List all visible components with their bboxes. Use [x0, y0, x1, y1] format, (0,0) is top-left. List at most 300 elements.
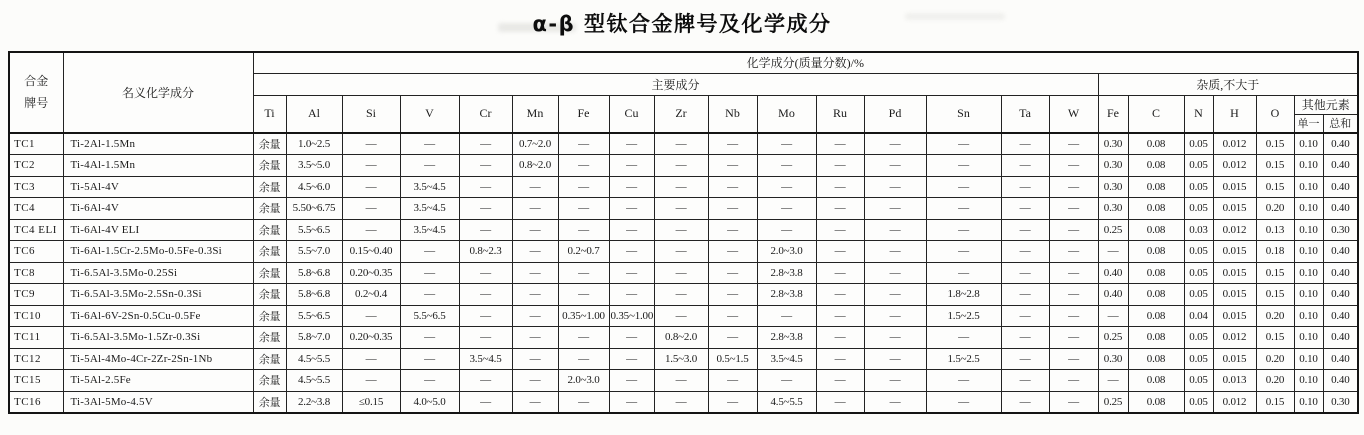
cell-value: 0.15~0.40: [342, 241, 400, 263]
cell-value: 0.08: [1128, 348, 1184, 370]
header-main-element-zr: Zr: [654, 95, 708, 133]
cell-value: 3.5~4.5: [400, 198, 459, 220]
cell-value: —: [459, 262, 512, 284]
cell-grade: TC9: [9, 284, 63, 306]
header-main-element-sn: Sn: [926, 95, 1001, 133]
cell-value: 0.10: [1294, 348, 1323, 370]
cell-value: —: [459, 305, 512, 327]
cell-value: —: [1098, 305, 1128, 327]
header-alloy-grade: 合金牌号: [9, 52, 63, 133]
cell-value: 0.15: [1256, 262, 1294, 284]
cell-value: 0.08: [1128, 241, 1184, 263]
cell-value: 4.5~6.0: [286, 176, 342, 198]
cell-value: 0.04: [1184, 305, 1213, 327]
table-row: [9, 348, 1358, 370]
cell-value: 0.7~2.0: [512, 133, 558, 155]
cell-value: —: [757, 133, 816, 155]
cell-value: —: [926, 219, 1001, 241]
cell-value: 0.05: [1184, 176, 1213, 198]
cell-value: 0.40: [1323, 262, 1358, 284]
cell-value: 余量: [253, 155, 286, 177]
cell-value: 4.5~5.5: [757, 391, 816, 413]
header-main-element-cu: Cu: [609, 95, 654, 133]
cell-value: 0.20~0.35: [342, 262, 400, 284]
cell-value: —: [1049, 176, 1098, 198]
cell-value: —: [342, 370, 400, 392]
cell-value: —: [400, 370, 459, 392]
table-row: [9, 219, 1358, 241]
header-main-element-v: V: [400, 95, 459, 133]
cell-value: —: [1001, 262, 1049, 284]
cell-value: 0.015: [1213, 284, 1256, 306]
cell-value: —: [1001, 133, 1049, 155]
cell-value: —: [512, 262, 558, 284]
cell-value: —: [864, 284, 926, 306]
cell-value: 0.08: [1128, 391, 1184, 413]
cell-value: —: [926, 155, 1001, 177]
cell-value: 5.50~6.75: [286, 198, 342, 220]
cell-value: —: [1049, 241, 1098, 263]
cell-value: —: [816, 241, 864, 263]
cell-value: 0.40: [1323, 370, 1358, 392]
cell-value: —: [654, 219, 708, 241]
cell-value: —: [864, 198, 926, 220]
cell-value: 4.5~5.5: [286, 348, 342, 370]
cell-value: —: [654, 262, 708, 284]
cell-value: 0.10: [1294, 391, 1323, 413]
header-main-element-si: Si: [342, 95, 400, 133]
cell-value: —: [609, 155, 654, 177]
cell-value: 5.8~6.8: [286, 284, 342, 306]
cell-value: —: [708, 305, 757, 327]
cell-grade: TC8: [9, 262, 63, 284]
cell-value: —: [609, 348, 654, 370]
cell-value: 0.30: [1323, 219, 1358, 241]
cell-value: 余量: [253, 176, 286, 198]
cell-value: 0.015: [1213, 241, 1256, 263]
header-main-element-cr: Cr: [459, 95, 512, 133]
cell-value: 0.40: [1323, 176, 1358, 198]
cell-value: 0.08: [1128, 284, 1184, 306]
cell-value: —: [1001, 327, 1049, 349]
cell-value: 5.5~6.5: [400, 305, 459, 327]
cell-value: 0.30: [1098, 176, 1128, 198]
cell-value: —: [609, 262, 654, 284]
cell-value: 余量: [253, 348, 286, 370]
cell-value: —: [926, 176, 1001, 198]
cell-value: 余量: [253, 133, 286, 155]
header-impurity-element-h: H: [1213, 95, 1256, 133]
cell-value: 0.10: [1294, 198, 1323, 220]
cell-value: —: [864, 305, 926, 327]
cell-value: —: [926, 198, 1001, 220]
cell-value: 0.012: [1213, 327, 1256, 349]
cell-value: —: [1001, 391, 1049, 413]
cell-value: 0.30: [1098, 133, 1128, 155]
cell-value: 余量: [253, 327, 286, 349]
cell-value: 0.35~1.00: [558, 305, 609, 327]
cell-value: —: [512, 198, 558, 220]
cell-value: 余量: [253, 219, 286, 241]
cell-grade: TC4: [9, 198, 63, 220]
cell-value: 0.03: [1184, 219, 1213, 241]
cell-value: 0.15: [1256, 284, 1294, 306]
cell-value: —: [459, 284, 512, 306]
header-main-element-fe: Fe: [558, 95, 609, 133]
cell-grade: TC6: [9, 241, 63, 263]
cell-grade: TC1: [9, 133, 63, 155]
cell-value: —: [512, 370, 558, 392]
cell-value: 3.5~4.5: [757, 348, 816, 370]
cell-value: 0.05: [1184, 370, 1213, 392]
cell-value: —: [757, 219, 816, 241]
cell-value: —: [708, 370, 757, 392]
cell-value: —: [609, 219, 654, 241]
cell-value: —: [816, 370, 864, 392]
cell-value: 0.25: [1098, 391, 1128, 413]
cell-value: —: [864, 348, 926, 370]
cell-value: —: [558, 391, 609, 413]
cell-value: —: [1049, 155, 1098, 177]
cell-value: —: [1049, 370, 1098, 392]
cell-value: 0.012: [1213, 391, 1256, 413]
cell-value: —: [1001, 219, 1049, 241]
cell-value: 0.05: [1184, 133, 1213, 155]
cell-value: 2.8~3.8: [757, 327, 816, 349]
table-row: [9, 327, 1358, 349]
cell-value: —: [400, 284, 459, 306]
cell-value: —: [816, 327, 864, 349]
header-impurity-element-o: O: [1256, 95, 1294, 133]
table-row: [9, 284, 1358, 306]
cell-value: 0.08: [1128, 133, 1184, 155]
cell-value: 0.30: [1098, 348, 1128, 370]
cell-value: —: [708, 155, 757, 177]
cell-value: 余量: [253, 198, 286, 220]
cell-nominal-composition: Ti-6Al-4V: [63, 198, 253, 220]
header-main-element-mn: Mn: [512, 95, 558, 133]
cell-value: —: [708, 176, 757, 198]
cell-value: —: [1049, 219, 1098, 241]
cell-value: —: [1001, 155, 1049, 177]
cell-value: 0.08: [1128, 327, 1184, 349]
table-row: [9, 241, 1358, 263]
cell-value: 0.15: [1256, 391, 1294, 413]
cell-value: —: [708, 241, 757, 263]
cell-value: 0.05: [1184, 327, 1213, 349]
cell-value: 5.5~6.5: [286, 219, 342, 241]
cell-value: —: [708, 262, 757, 284]
cell-value: —: [1049, 305, 1098, 327]
cell-value: —: [1001, 241, 1049, 263]
cell-value: 0.40: [1323, 305, 1358, 327]
cell-value: —: [400, 133, 459, 155]
header-main-components: 主要成分: [253, 73, 1098, 95]
cell-value: 1.0~2.5: [286, 133, 342, 155]
cell-value: 0.012: [1213, 133, 1256, 155]
cell-value: —: [816, 176, 864, 198]
cell-value: 4.0~5.0: [400, 391, 459, 413]
cell-value: 0.40: [1098, 262, 1128, 284]
cell-value: —: [459, 155, 512, 177]
cell-value: 0.10: [1294, 327, 1323, 349]
cell-value: —: [512, 391, 558, 413]
cell-value: 1.5~2.5: [926, 305, 1001, 327]
cell-nominal-composition: Ti-6.5Al-3.5Mo-0.25Si: [63, 262, 253, 284]
cell-value: 0.10: [1294, 370, 1323, 392]
cell-value: —: [609, 176, 654, 198]
cell-value: —: [816, 133, 864, 155]
cell-value: 0.30: [1323, 391, 1358, 413]
cell-value: —: [1001, 284, 1049, 306]
cell-value: —: [654, 370, 708, 392]
cell-value: —: [926, 262, 1001, 284]
header-main-element-w: W: [1049, 95, 1098, 133]
cell-value: —: [757, 370, 816, 392]
cell-value: 0.8~2.0: [654, 327, 708, 349]
cell-value: 0.15: [1256, 155, 1294, 177]
cell-value: —: [459, 370, 512, 392]
cell-value: —: [459, 391, 512, 413]
cell-value: —: [654, 241, 708, 263]
cell-value: 0.05: [1184, 198, 1213, 220]
cell-value: —: [459, 198, 512, 220]
header-other-total: 总和: [1323, 114, 1358, 133]
header-chemical-composition: 化学成分(质量分数)/%: [253, 52, 1358, 73]
cell-value: 0.08: [1128, 305, 1184, 327]
cell-value: —: [654, 284, 708, 306]
cell-value: 0.8~2.3: [459, 241, 512, 263]
header-impurity-element-c: C: [1128, 95, 1184, 133]
cell-value: —: [558, 133, 609, 155]
cell-value: —: [926, 241, 1001, 263]
cell-grade: TC12: [9, 348, 63, 370]
cell-value: —: [816, 391, 864, 413]
cell-value: —: [816, 155, 864, 177]
cell-value: —: [757, 176, 816, 198]
cell-value: 0.015: [1213, 198, 1256, 220]
cell-value: —: [512, 327, 558, 349]
cell-value: —: [864, 155, 926, 177]
cell-value: 0.25: [1098, 219, 1128, 241]
cell-value: 4.5~5.5: [286, 370, 342, 392]
cell-value: 3.5~5.0: [286, 155, 342, 177]
cell-grade: TC2: [9, 155, 63, 177]
cell-value: —: [708, 391, 757, 413]
cell-value: —: [1049, 391, 1098, 413]
cell-value: 0.08: [1128, 198, 1184, 220]
cell-value: —: [558, 219, 609, 241]
cell-value: —: [459, 327, 512, 349]
cell-value: 0.012: [1213, 219, 1256, 241]
cell-value: —: [757, 155, 816, 177]
header-main-element-al: Al: [286, 95, 342, 133]
alloy-composition-table: [8, 51, 1359, 414]
cell-value: —: [609, 198, 654, 220]
cell-value: —: [558, 262, 609, 284]
header-main-element-ti: Ti: [253, 95, 286, 133]
cell-value: —: [1049, 284, 1098, 306]
header-main-element-ru: Ru: [816, 95, 864, 133]
cell-value: 1.5~3.0: [654, 348, 708, 370]
cell-nominal-composition: Ti-3Al-5Mo-4.5V: [63, 391, 253, 413]
cell-value: —: [558, 348, 609, 370]
cell-value: —: [1049, 133, 1098, 155]
cell-value: —: [512, 241, 558, 263]
cell-value: —: [558, 198, 609, 220]
cell-value: 0.25: [1098, 327, 1128, 349]
cell-nominal-composition: Ti-2Al-1.5Mn: [63, 133, 253, 155]
table-row: [9, 305, 1358, 327]
cell-value: 0.05: [1184, 348, 1213, 370]
cell-value: —: [400, 262, 459, 284]
cell-value: 0.10: [1294, 133, 1323, 155]
cell-value: —: [926, 133, 1001, 155]
cell-value: —: [926, 327, 1001, 349]
cell-value: —: [816, 262, 864, 284]
cell-value: —: [708, 133, 757, 155]
cell-value: —: [609, 327, 654, 349]
cell-value: —: [926, 370, 1001, 392]
cell-value: 0.10: [1294, 219, 1323, 241]
cell-nominal-composition: Ti-6Al-6V-2Sn-0.5Cu-0.5Fe: [63, 305, 253, 327]
cell-value: 0.05: [1184, 241, 1213, 263]
cell-value: —: [342, 155, 400, 177]
table-row: [9, 198, 1358, 220]
cell-value: —: [654, 305, 708, 327]
cell-grade: TC15: [9, 370, 63, 392]
cell-value: 0.08: [1128, 370, 1184, 392]
cell-value: —: [342, 305, 400, 327]
cell-value: —: [1049, 262, 1098, 284]
cell-value: —: [864, 133, 926, 155]
cell-value: 3.5~4.5: [459, 348, 512, 370]
cell-value: —: [400, 327, 459, 349]
table-row: [9, 262, 1358, 284]
cell-value: 0.40: [1323, 133, 1358, 155]
cell-nominal-composition: Ti-6Al-4V ELI: [63, 219, 253, 241]
cell-value: 2.0~3.0: [757, 241, 816, 263]
cell-value: 0.10: [1294, 262, 1323, 284]
table-body: [9, 133, 1358, 413]
cell-value: 0.08: [1128, 262, 1184, 284]
cell-value: 0.40: [1323, 348, 1358, 370]
cell-value: —: [609, 284, 654, 306]
cell-value: 0.015: [1213, 176, 1256, 198]
cell-value: 0.40: [1098, 284, 1128, 306]
cell-value: 0.5~1.5: [708, 348, 757, 370]
cell-value: —: [708, 219, 757, 241]
cell-value: —: [609, 133, 654, 155]
cell-grade: TC4 ELI: [9, 219, 63, 241]
cell-value: 0.40: [1323, 241, 1358, 263]
cell-value: 3.5~4.5: [400, 176, 459, 198]
table-row: [9, 133, 1358, 155]
cell-value: —: [512, 348, 558, 370]
cell-value: 0.05: [1184, 391, 1213, 413]
table-row: [9, 370, 1358, 392]
cell-value: —: [609, 370, 654, 392]
cell-value: 0.30: [1098, 155, 1128, 177]
cell-value: —: [1001, 370, 1049, 392]
cell-value: —: [342, 176, 400, 198]
cell-value: —: [708, 284, 757, 306]
cell-value: —: [342, 198, 400, 220]
header-nominal-composition: 名义化学成分: [63, 52, 253, 133]
table-row: [9, 391, 1358, 413]
cell-value: —: [757, 198, 816, 220]
cell-value: —: [1001, 176, 1049, 198]
cell-value: —: [400, 241, 459, 263]
table-row: [9, 155, 1358, 177]
cell-value: —: [459, 176, 512, 198]
cell-value: —: [558, 327, 609, 349]
cell-value: 0.013: [1213, 370, 1256, 392]
cell-value: —: [609, 391, 654, 413]
cell-value: 0.20: [1256, 198, 1294, 220]
cell-value: 2.8~3.8: [757, 262, 816, 284]
cell-value: 0.05: [1184, 284, 1213, 306]
cell-value: 0.2~0.7: [558, 241, 609, 263]
cell-value: 0.20: [1256, 370, 1294, 392]
cell-grade: TC3: [9, 176, 63, 198]
cell-value: —: [1098, 370, 1128, 392]
cell-value: —: [654, 133, 708, 155]
header-main-element-nb: Nb: [708, 95, 757, 133]
cell-value: —: [816, 219, 864, 241]
cell-value: —: [864, 327, 926, 349]
cell-value: 余量: [253, 262, 286, 284]
cell-value: —: [654, 198, 708, 220]
cell-nominal-composition: Ti-5Al-4Mo-4Cr-2Zr-2Sn-1Nb: [63, 348, 253, 370]
cell-value: 0.10: [1294, 305, 1323, 327]
cell-value: —: [512, 176, 558, 198]
cell-value: 余量: [253, 305, 286, 327]
header-other-single: 单一: [1294, 114, 1323, 133]
cell-value: —: [864, 219, 926, 241]
cell-value: 0.2~0.4: [342, 284, 400, 306]
cell-value: —: [342, 348, 400, 370]
cell-value: 0.05: [1184, 262, 1213, 284]
table-header: [9, 52, 1358, 133]
cell-value: 0.10: [1294, 241, 1323, 263]
header-impurities-max: 杂质,不大于: [1098, 73, 1358, 95]
cell-value: 0.20: [1256, 305, 1294, 327]
cell-value: —: [1001, 198, 1049, 220]
cell-value: 2.8~3.8: [757, 284, 816, 306]
header-main-element-pd: Pd: [864, 95, 926, 133]
page-title: α-β 型钛合金牌号及化学成分: [532, 12, 832, 36]
cell-value: —: [459, 219, 512, 241]
cell-value: —: [654, 391, 708, 413]
cell-value: —: [459, 133, 512, 155]
header-impurity-element-n: N: [1184, 95, 1213, 133]
cell-value: —: [342, 219, 400, 241]
header-impurity-element-fe: Fe: [1098, 95, 1128, 133]
cell-value: 2.2~3.8: [286, 391, 342, 413]
cell-value: —: [864, 176, 926, 198]
cell-grade: TC16: [9, 391, 63, 413]
cell-value: —: [816, 348, 864, 370]
cell-value: 0.10: [1294, 284, 1323, 306]
cell-value: —: [1098, 241, 1128, 263]
header-other-elements: 其他元素: [1294, 95, 1358, 114]
cell-value: 0.13: [1256, 219, 1294, 241]
cell-value: —: [864, 370, 926, 392]
cell-value: —: [400, 348, 459, 370]
cell-value: —: [1049, 327, 1098, 349]
cell-value: —: [342, 133, 400, 155]
